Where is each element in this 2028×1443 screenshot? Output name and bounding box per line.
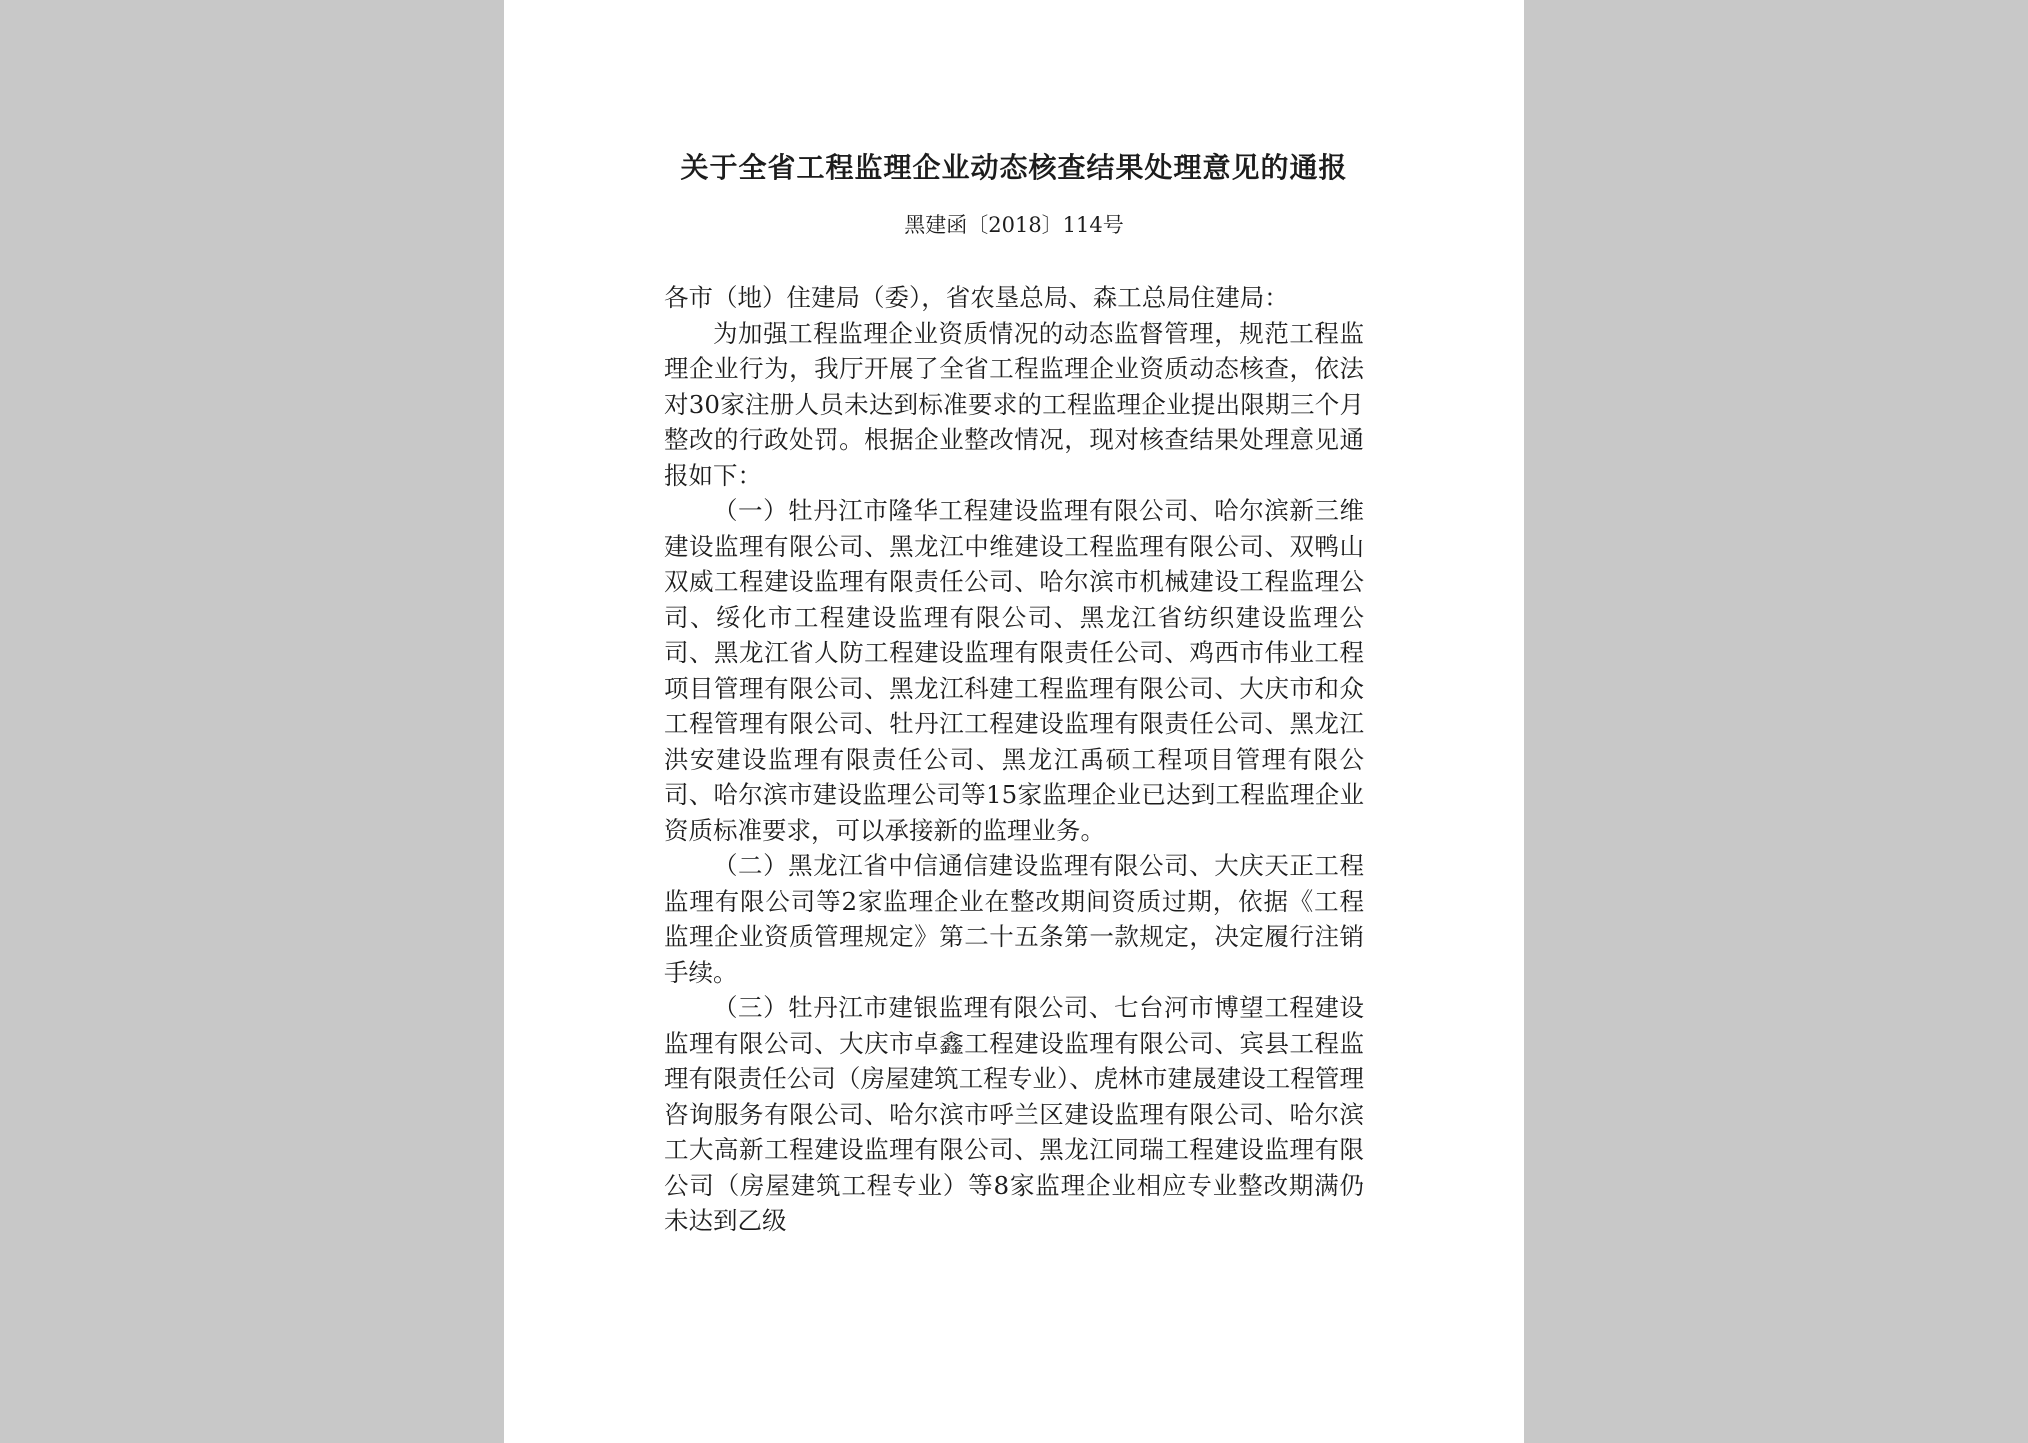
document-page [504, 0, 1524, 1443]
salutation: 各市（地）住建局（委），省农垦总局、森工总局住建局： [664, 283, 1289, 312]
document-title: 关于全省工程监理企业动态核查结果处理意见的通报 [680, 151, 1348, 184]
paragraph-intro: 为加强工程监理企业资质情况的动态监督管理，规范工程监理企业行为，我厅开展了全省工程监理企业资质动态核查，依法对30家注册人员未达到标准要求的工程监理企业提出限期三个月整改的行政处罚。根据企业整改情况，现对核查结果处理意见通报如下： [664, 318, 1364, 490]
paragraph-item-3: （三）牡丹江市建银监理有限公司、七台河市博望工程建设监理有限公司、大庆市卓鑫工程建设监理有限公司、宾县工程监理有限责任公司（房屋建筑工程专业）、虎林市建晟建设工程管理咨询服务有限公司、哈尔滨市呼兰区建设监理有限公司、哈尔滨工大高新工程建设监理有限公司、黑龙江同瑞工程建设监理有限公司（房屋建筑工程专业）等8家监理企业相应专业整改期满仍未达到乙级 [664, 993, 1364, 1235]
document-body [664, 280, 1364, 1239]
paragraph-item-2: （二）黑龙江省中信通信建设监理有限公司、大庆天正工程监理有限公司等2家监理企业在整改期间资质过期，依据《工程监理企业资质管理规定》第二十五条第一款规定，决定履行注销手续。 [664, 851, 1364, 987]
document-number: 黑建函〔2018〕114号 [904, 213, 1124, 237]
paragraph-item-1: （一）牡丹江市隆华工程建设监理有限公司、哈尔滨新三维建设监理有限公司、黑龙江中维建设工程监理有限公司、双鸭山双威工程建设监理有限责任公司、哈尔滨市机械建设工程监理公司、绥化市工程建设监理有限公司、黑龙江省纺织建设监理公司、黑龙江省人防工程建设监理有限责任公司、鸡西市伟业工程项目管理有限公司、黑龙江科建工程监理有限公司、大庆市和众工程管理有限公司、牡丹江工程建设监理有限责任公司、黑龙江洪安建设监理有限责任公司、黑龙江禹硕工程项目管理有限公司、哈尔滨市建设监理公司等15家监理企业已达到工程监理企业资质标准要求，可以承接新的监理业务。 [664, 496, 1364, 845]
